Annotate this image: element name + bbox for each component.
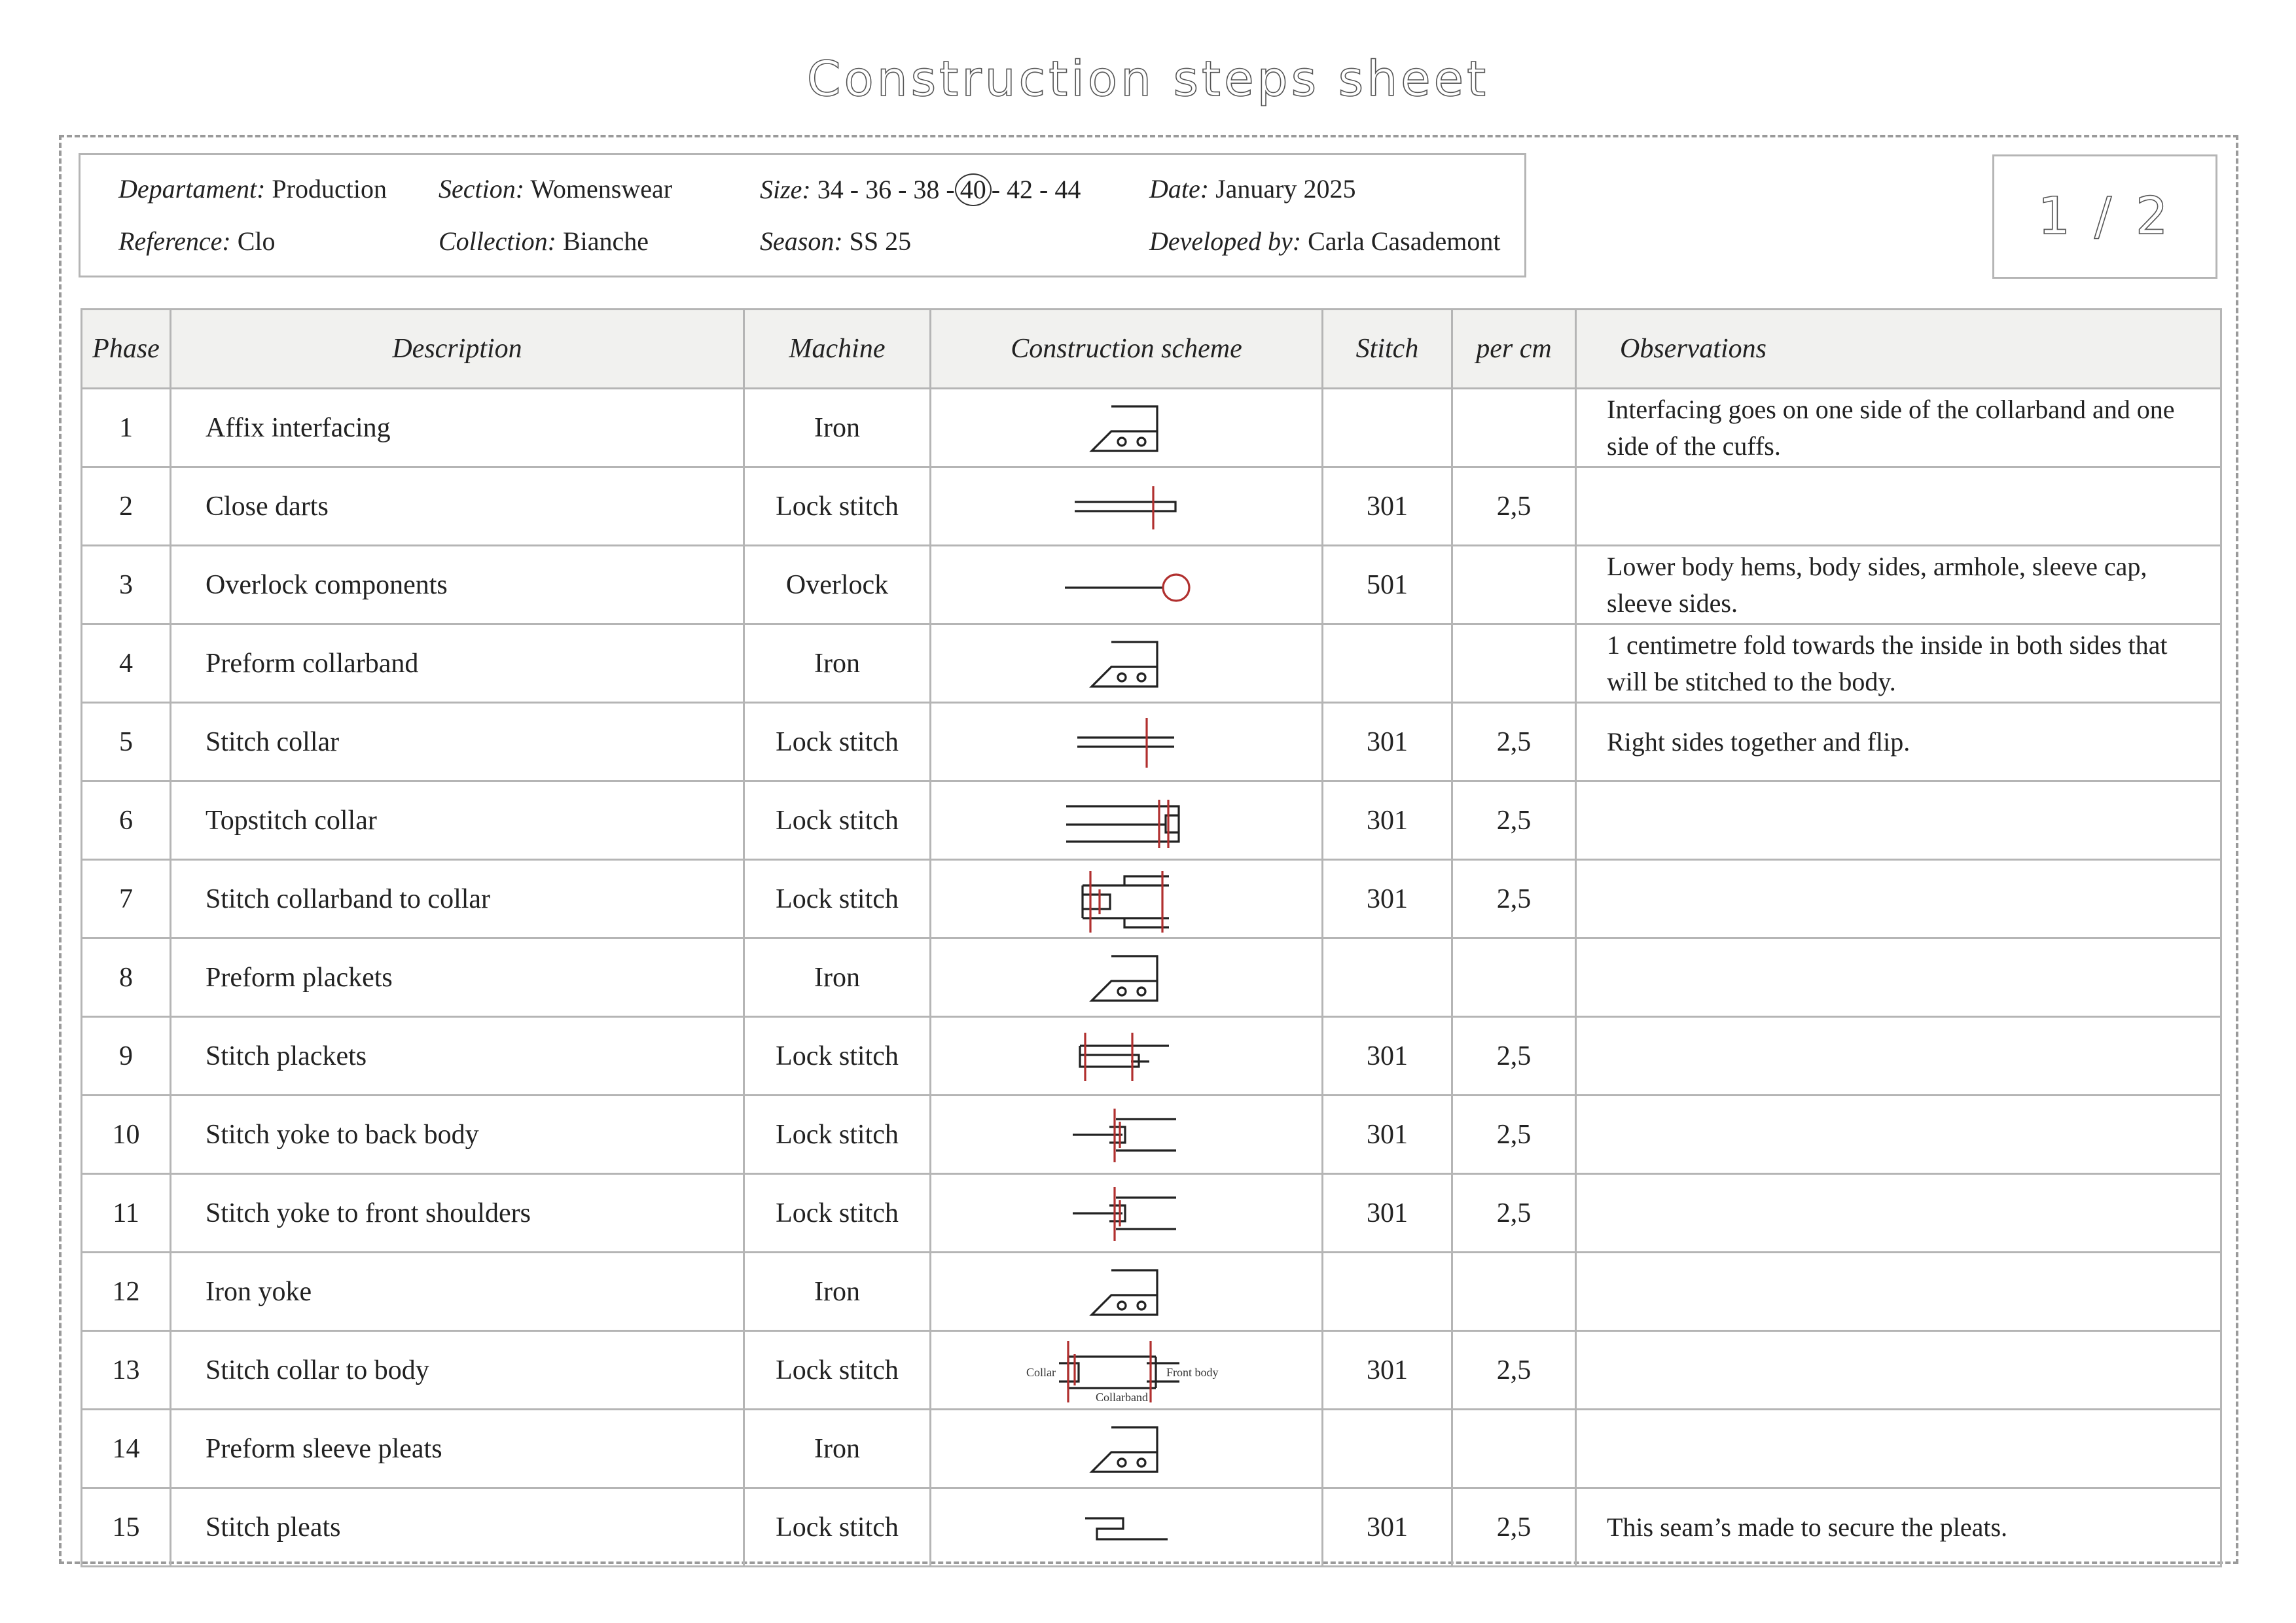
- machine-cell: Iron: [744, 938, 931, 1017]
- stitch-cell: 301: [1323, 1096, 1452, 1174]
- observations-cell: [1576, 1410, 2221, 1488]
- overlock-seam-icon: [1061, 556, 1192, 615]
- scheme-cell: [931, 1331, 1323, 1410]
- observations-cell: [1576, 1096, 2221, 1174]
- column-header-description: Description: [171, 310, 744, 389]
- description-cell: Topstitch collar: [171, 781, 744, 860]
- phase-cell: 11: [82, 1174, 171, 1253]
- phase-cell: 3: [82, 546, 171, 624]
- table-row: [82, 1331, 2221, 1410]
- table-row: [82, 1253, 2221, 1331]
- stitch-cell: 301: [1323, 703, 1452, 781]
- description-cell: Stitch plackets: [171, 1017, 744, 1096]
- reference-field: Reference: Clo: [118, 226, 276, 256]
- yoke-seam-icon: [1067, 1103, 1185, 1166]
- per-cm-cell: [1452, 389, 1576, 467]
- description-cell: Stitch yoke to front shoulders: [171, 1174, 744, 1253]
- table-row: [82, 1017, 2221, 1096]
- iron-icon: [1084, 1262, 1169, 1321]
- description-cell: Stitch collar to body: [171, 1331, 744, 1410]
- section-field: Section: Womenswear: [439, 174, 673, 204]
- machine-cell: Lock stitch: [744, 703, 931, 781]
- description-cell: Close darts: [171, 467, 744, 546]
- stitch-cell: 301: [1323, 860, 1452, 938]
- table-row: [82, 467, 2221, 546]
- scheme-label-collar: Collar: [1026, 1365, 1056, 1379]
- column-header-machine: Machine: [744, 310, 931, 389]
- phase-cell: 8: [82, 938, 171, 1017]
- machine-cell: Lock stitch: [744, 1331, 931, 1410]
- machine-cell: Lock stitch: [744, 781, 931, 860]
- machine-cell: Iron: [744, 389, 931, 467]
- stitch-cell: 301: [1323, 1174, 1452, 1253]
- yoke-seam-icon: [1067, 1182, 1185, 1245]
- machine-cell: Iron: [744, 1253, 931, 1331]
- table-row: [82, 703, 2221, 781]
- iron-icon: [1084, 1419, 1169, 1478]
- scheme-cell: [931, 467, 1323, 546]
- developed-by-field: Developed by: Carla Casademont: [1149, 226, 1501, 256]
- scheme-cell: [931, 546, 1323, 624]
- per-cm-cell: 2,5: [1452, 1174, 1576, 1253]
- scheme-cell: [931, 389, 1323, 467]
- page-number: 1 / 2: [1992, 154, 2217, 279]
- table-row: [82, 860, 2221, 938]
- per-cm-cell: 2,5: [1452, 703, 1576, 781]
- scheme-cell: [931, 1174, 1323, 1253]
- iron-icon: [1084, 634, 1169, 693]
- superimposed-seam-icon: [1071, 713, 1182, 772]
- observations-cell: [1576, 938, 2221, 1017]
- per-cm-cell: 2,5: [1452, 1488, 1576, 1567]
- scheme-cell: [931, 624, 1323, 703]
- observations-cell: [1576, 467, 2221, 546]
- stitch-cell: 301: [1323, 467, 1452, 546]
- table-row: [82, 624, 2221, 703]
- description-cell: Iron yoke: [171, 1253, 744, 1331]
- stitch-cell: [1323, 1410, 1452, 1488]
- pleat-seam-icon: [1077, 1501, 1175, 1554]
- observations-cell: [1576, 1331, 2221, 1410]
- stitch-cell: [1323, 389, 1452, 467]
- size-field: Size: 34 - 36 - 38 - 40 - 42 - 44: [760, 173, 1081, 206]
- column-header-observations: Observations: [1576, 310, 2221, 389]
- phase-cell: 12: [82, 1253, 171, 1331]
- observations-cell: Interfacing goes on one side of the collarband and one side of the cuffs.: [1576, 389, 2221, 467]
- observations-cell: Right sides together and flip.: [1576, 703, 2221, 781]
- machine-cell: Lock stitch: [744, 467, 931, 546]
- per-cm-cell: 2,5: [1452, 860, 1576, 938]
- description-cell: Stitch collarband to collar: [171, 860, 744, 938]
- machine-cell: Overlock: [744, 546, 931, 624]
- scheme-cell: [931, 1096, 1323, 1174]
- machine-cell: Lock stitch: [744, 860, 931, 938]
- phase-cell: 9: [82, 1017, 171, 1096]
- table-row: [82, 781, 2221, 860]
- phase-cell: 1: [82, 389, 171, 467]
- table-row: [82, 389, 2221, 467]
- per-cm-cell: 2,5: [1452, 1331, 1576, 1410]
- scheme-cell: [931, 1488, 1323, 1567]
- topstitch-seam-icon: [1061, 789, 1192, 852]
- stitch-cell: [1323, 1253, 1452, 1331]
- machine-cell: Lock stitch: [744, 1017, 931, 1096]
- per-cm-cell: [1452, 624, 1576, 703]
- observations-cell: Lower body hems, body sides, armhole, sleeve cap, sleeve sides.: [1576, 546, 2221, 624]
- machine-cell: Lock stitch: [744, 1174, 931, 1253]
- per-cm-cell: 2,5: [1452, 1017, 1576, 1096]
- column-header-per-cm: per cm: [1452, 310, 1576, 389]
- per-cm-cell: [1452, 1253, 1576, 1331]
- phase-cell: 15: [82, 1488, 171, 1567]
- phase-cell: 13: [82, 1331, 171, 1410]
- placket-seam-icon: [1071, 1025, 1182, 1088]
- stitch-cell: 301: [1323, 1331, 1452, 1410]
- machine-cell: Iron: [744, 624, 931, 703]
- description-cell: Stitch collar: [171, 703, 744, 781]
- stitch-cell: 301: [1323, 1488, 1452, 1567]
- observations-cell: 1 centimetre fold towards the inside in both sides that will be stitched to the body.: [1576, 624, 2221, 703]
- scheme-cell: [931, 938, 1323, 1017]
- per-cm-cell: [1452, 1410, 1576, 1488]
- column-header-phase: Phase: [82, 310, 171, 389]
- table-row: [82, 938, 2221, 1017]
- iron-icon: [1084, 948, 1169, 1007]
- collarband-seam-icon: [1071, 863, 1182, 935]
- season-field: Season: SS 25: [760, 226, 912, 256]
- description-cell: Preform collarband: [171, 624, 744, 703]
- per-cm-cell: 2,5: [1452, 467, 1576, 546]
- table-row: [82, 1410, 2221, 1488]
- per-cm-cell: [1452, 938, 1576, 1017]
- phase-cell: 10: [82, 1096, 171, 1174]
- observations-cell: This seam’s made to secure the pleats.: [1576, 1488, 2221, 1567]
- scheme-cell: [931, 781, 1323, 860]
- stitch-cell: [1323, 624, 1452, 703]
- description-cell: Overlock components: [171, 546, 744, 624]
- description-cell: Affix interfacing: [171, 389, 744, 467]
- table-row: [82, 546, 2221, 624]
- scheme-cell: [931, 1253, 1323, 1331]
- construction-steps-table: [81, 308, 2222, 1567]
- per-cm-cell: [1452, 546, 1576, 624]
- department-field: Departament: Production: [118, 174, 387, 204]
- selected-size-circle: 40: [955, 173, 992, 206]
- stitch-cell: 301: [1323, 781, 1452, 860]
- observations-cell: [1576, 1017, 2221, 1096]
- scheme-label-front-body: Front body: [1166, 1365, 1219, 1379]
- scheme-cell: [931, 1017, 1323, 1096]
- date-field: Date: January 2025: [1149, 174, 1356, 204]
- machine-cell: Lock stitch: [744, 1488, 931, 1567]
- observations-cell: [1576, 1253, 2221, 1331]
- collection-field: Collection: Bianche: [439, 226, 649, 256]
- phase-cell: 14: [82, 1410, 171, 1488]
- stitch-cell: 301: [1323, 1017, 1452, 1096]
- observations-cell: [1576, 860, 2221, 938]
- table-header-row: [82, 310, 2221, 389]
- dart-seam-icon: [1071, 477, 1182, 536]
- scheme-cell: [931, 703, 1323, 781]
- collar-body-seam-icon: [1018, 1334, 1234, 1406]
- observations-cell: [1576, 781, 2221, 860]
- phase-cell: 5: [82, 703, 171, 781]
- phase-cell: 4: [82, 624, 171, 703]
- per-cm-cell: 2,5: [1452, 781, 1576, 860]
- table-row: [82, 1174, 2221, 1253]
- machine-cell: Lock stitch: [744, 1096, 931, 1174]
- phase-cell: 7: [82, 860, 171, 938]
- column-header-stitch: Stitch: [1323, 310, 1452, 389]
- iron-icon: [1084, 399, 1169, 457]
- description-cell: Stitch yoke to back body: [171, 1096, 744, 1174]
- phase-cell: 6: [82, 781, 171, 860]
- table-row: [82, 1488, 2221, 1567]
- sheet-title: Construction steps sheet: [806, 51, 1490, 107]
- description-cell: Stitch pleats: [171, 1488, 744, 1567]
- machine-cell: Iron: [744, 1410, 931, 1488]
- stitch-cell: [1323, 938, 1452, 1017]
- phase-cell: 2: [82, 467, 171, 546]
- scheme-label-collarband: Collarband: [1096, 1390, 1148, 1404]
- header-info-box: [79, 153, 1526, 277]
- column-header-construction-scheme: Construction scheme: [931, 310, 1323, 389]
- per-cm-cell: 2,5: [1452, 1096, 1576, 1174]
- observations-cell: [1576, 1174, 2221, 1253]
- scheme-cell: [931, 860, 1323, 938]
- scheme-cell: [931, 1410, 1323, 1488]
- description-cell: Preform plackets: [171, 938, 744, 1017]
- table-row: [82, 1096, 2221, 1174]
- stitch-cell: 501: [1323, 546, 1452, 624]
- description-cell: Preform sleeve pleats: [171, 1410, 744, 1488]
